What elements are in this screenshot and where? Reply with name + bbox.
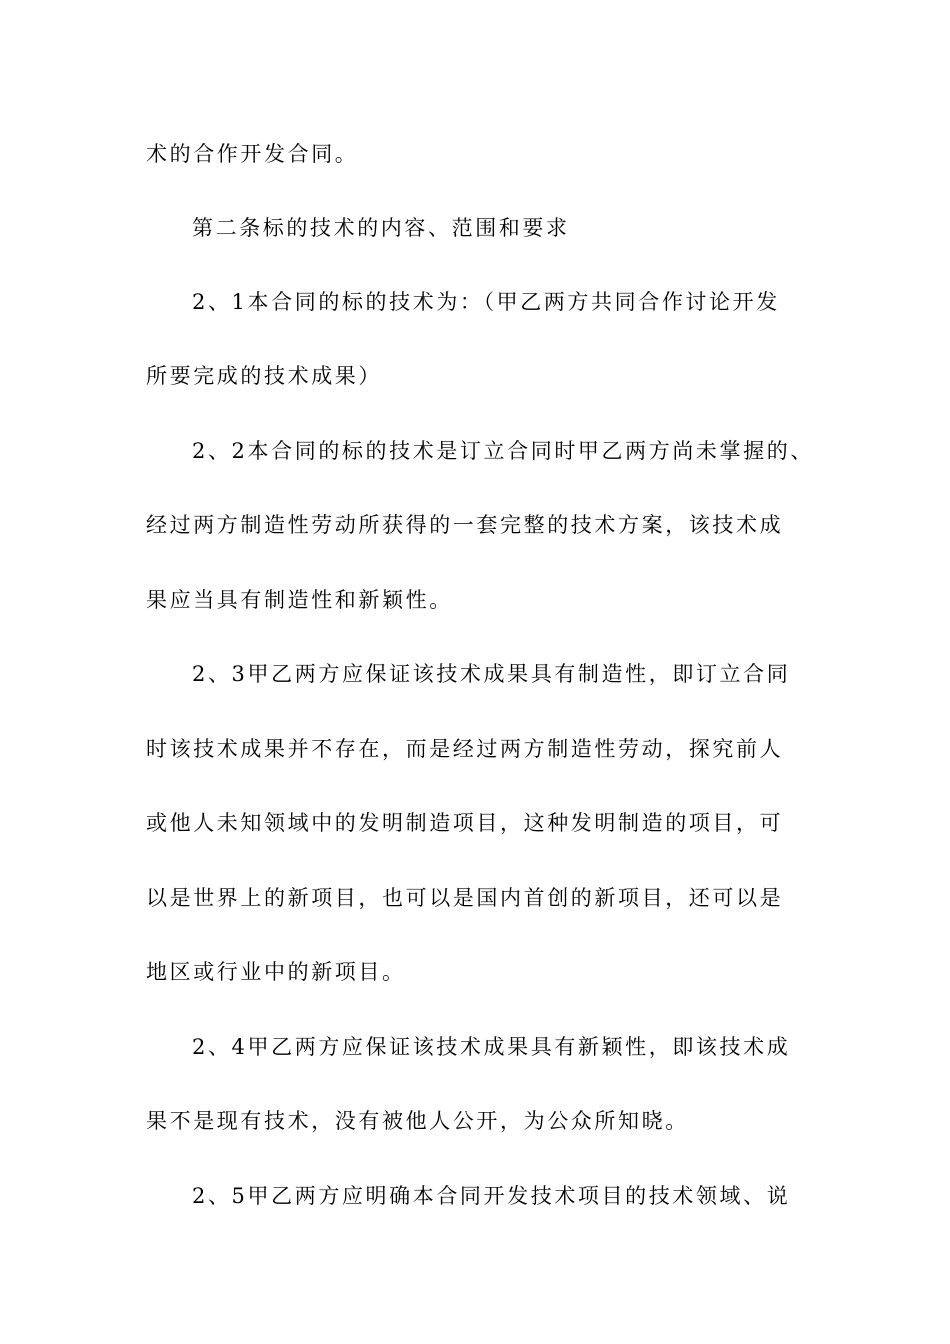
text-line-15: 2、5甲乙两方应明确本合同开发技术项目的技术领域、说 [192,1184,791,1208]
text-line-12: 地区或行业中的新项目。 [146,960,406,984]
text-line-5: 2、2本合同的标的技术是订立合同时甲乙两方尚未掌握的、 [192,439,814,463]
text-line-6: 经过两方制造性劳动所获得的一套完整的技术方案，该技术成 [146,513,784,537]
text-line-8: 2、3甲乙两方应保证该技术成果具有制造性，即订立合同 [192,662,791,686]
text-line-3: 2、1本合同的标的技术为：（甲乙两方共同合作讨论开发 [192,290,780,314]
text-line-4: 所要完成的技术成果） [146,364,382,388]
section-heading: 第二条标的技术的内容、范围和要求 [192,216,570,240]
text-line-1: 术的合作开发合同。 [146,142,359,166]
text-line-9: 时该技术成果并不存在，而是经过两方制造性劳动，探究前人 [146,737,784,761]
text-line-13: 2、4甲乙两方应保证该技术成果具有新颖性，即该技术成 [192,1035,791,1059]
text-line-14: 果不是现有技术，没有被他人公开，为公众所知晓。 [146,1109,689,1133]
text-line-7: 果应当具有制造性和新颖性。 [146,588,453,612]
text-line-11: 以是世界上的新项目，也可以是国内首创的新项目，还可以是 [146,886,784,910]
text-line-10: 或他人未知领域中的发明制造项目，这种发明制造的项目，可 [146,811,784,835]
